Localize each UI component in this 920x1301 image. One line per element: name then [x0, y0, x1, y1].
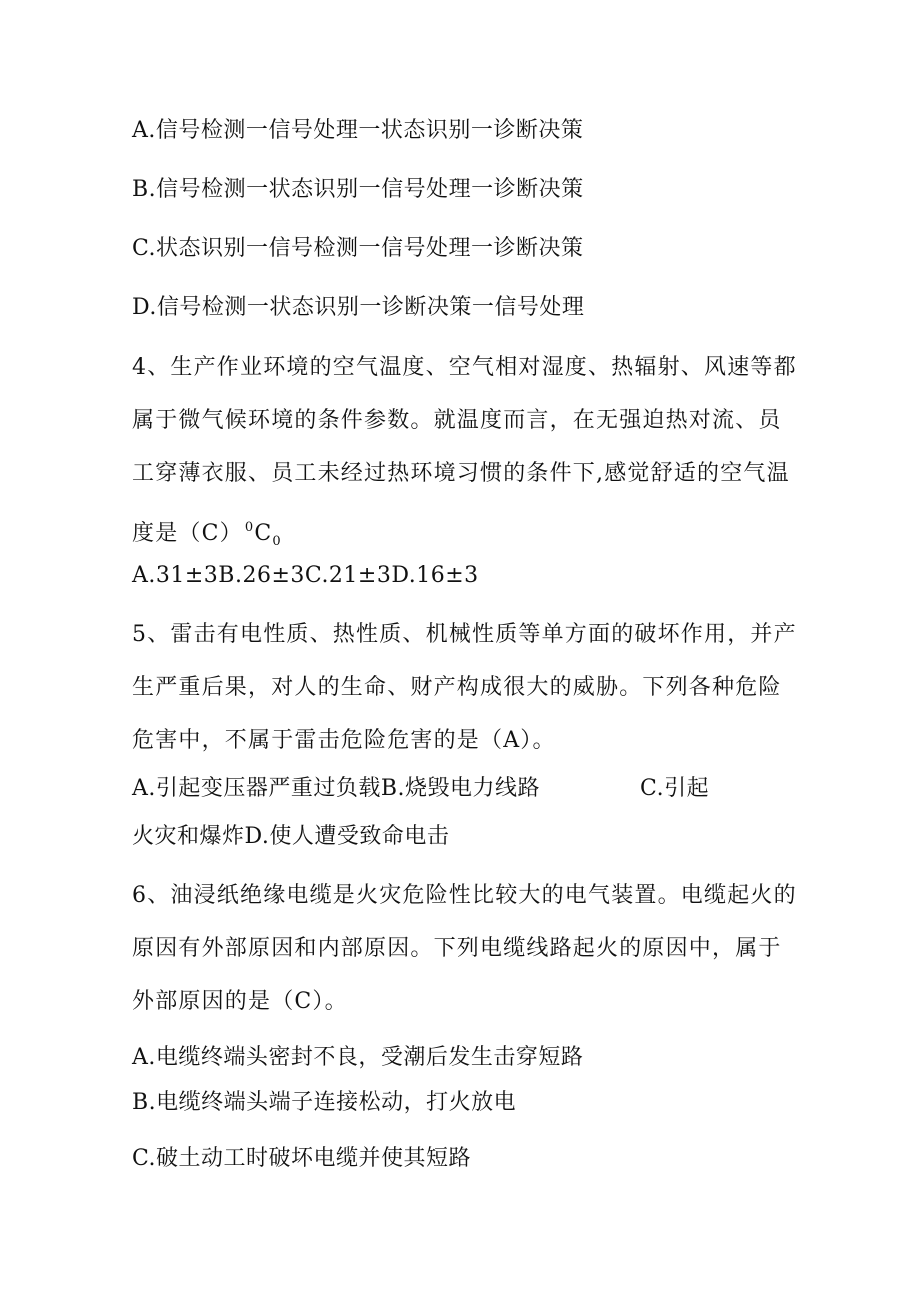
q6-line-3: 外部原因的是（C）。 — [132, 989, 348, 1014]
q5-options-ab: A.引起变压器严重过负载B.烧毁电力线路 — [132, 776, 541, 801]
q3-option-d: D.信号检测一状态识别一诊断决策一信号处理 — [132, 295, 585, 320]
q3-option-b: B.信号检测一状态识别一信号处理一诊断决策 — [132, 177, 584, 202]
q4-superscript: 0 — [244, 520, 255, 535]
q6-line-2: 原因有外部原因和内部原因。下列电缆线路起火的原因中，属于 — [132, 936, 782, 961]
q3-option-a: A.信号检测一信号处理一状态识别一诊断决策 — [132, 118, 584, 143]
q4-subscript: 0 — [272, 534, 282, 549]
q4-unit: C — [254, 521, 273, 546]
q5-option-c-start: C.引起 — [640, 776, 710, 801]
q4-line-2: 属于微气候环境的条件参数。就温度而言，在无强迫热对流、员 — [132, 408, 782, 433]
q5-line-2: 生严重后果，对人的生命、财产构成很大的威胁。下列各种危险 — [132, 675, 782, 700]
q4-line-3: 工穿薄衣服、员工未经过热环境习惯的条件下,感觉舒适的空气温 — [132, 461, 790, 486]
q4-line-1: 4、生产作业环境的空气温度、空气相对湿度、热辐射、风速等都 — [132, 355, 797, 380]
q3-option-c: C.状态识别一信号检测一信号处理一诊断决策 — [132, 236, 584, 261]
q4-line-4 — [132, 513, 282, 557]
q5-line-1: 5、雷击有电性质、热性质、机械性质等单方面的破坏作用，并产 — [132, 622, 797, 647]
q4-line-4-text: 度是（C） — [132, 521, 243, 546]
q5-options-line-1 — [132, 774, 709, 804]
q6-line-1: 6、油浸纸绝缘电缆是火灾危险性比较大的电气装置。电缆起火的 — [132, 883, 797, 908]
q5-options-line-2: 火灾和爆炸D.使人遭受致命电击 — [132, 824, 450, 849]
q6-option-b: B.电缆终端头端子连接松动，打火放电 — [132, 1090, 517, 1115]
q6-option-a: A.电缆终端头密封不良，受潮后发生击穿短路 — [132, 1045, 584, 1070]
q6-option-c: C.破土动工时破坏电缆并使其短路 — [132, 1146, 472, 1171]
q4-options: A.31±3B.26±3C.21±3D.16±3 — [132, 563, 479, 588]
q5-line-3: 危害中，不属于雷击危险危害的是（A）。 — [132, 728, 556, 753]
